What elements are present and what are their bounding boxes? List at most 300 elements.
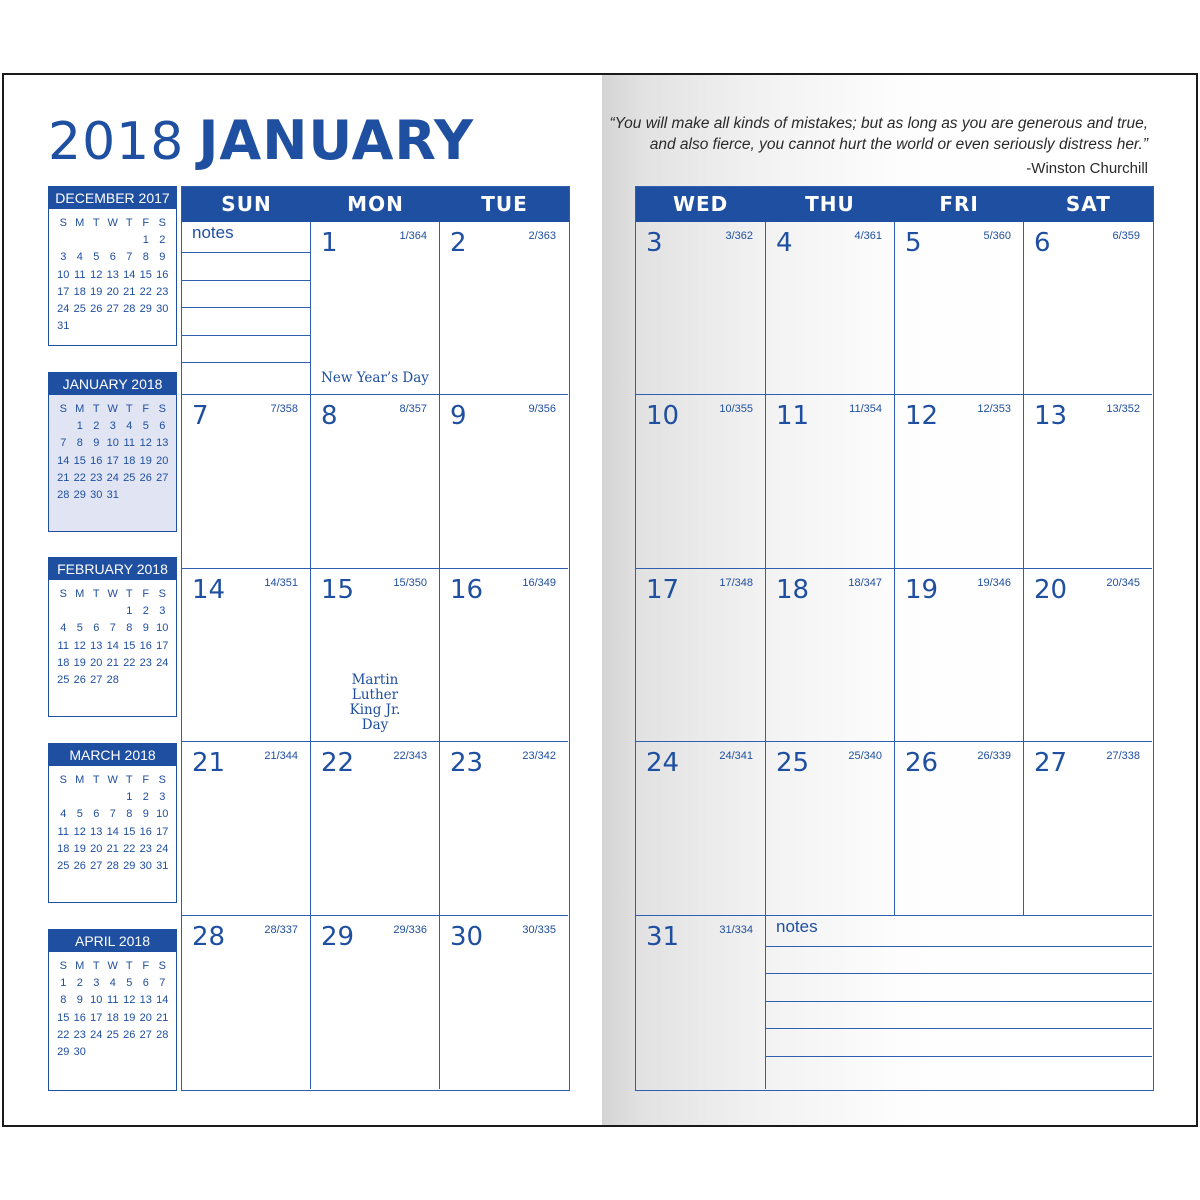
mini-day: 19 — [123, 1011, 136, 1024]
mini-day: 20 — [139, 1011, 152, 1024]
day-number: 26 — [905, 748, 939, 779]
notes-line — [182, 335, 310, 336]
day-number: 13 — [1034, 401, 1068, 432]
day-number: 17 — [646, 574, 680, 605]
day-of-year: 7/358 — [270, 403, 298, 416]
mini-day — [88, 789, 105, 806]
mini-day: 22 — [123, 842, 136, 855]
day-number: 3 — [646, 228, 663, 258]
mini-calendar-grid — [49, 395, 176, 509]
day-number: 2 — [450, 228, 467, 258]
mini-day-letter: S — [158, 588, 166, 600]
day-of-year: 6/359 — [1112, 230, 1140, 242]
mini-day: 15 — [139, 268, 152, 281]
mini-day: 30 — [156, 302, 169, 315]
mini-day-letter: F — [142, 774, 150, 786]
mini-day-letter: T — [125, 403, 133, 415]
mini-day — [88, 232, 105, 249]
week-grid-left — [181, 186, 570, 1091]
day-number: 27 — [1034, 748, 1068, 779]
mini-day: 19 — [90, 285, 103, 298]
mini-day: 31 — [156, 859, 169, 872]
mini-day: 26 — [90, 302, 103, 315]
day-cell-8 — [311, 395, 440, 568]
mini-day-letter: T — [92, 403, 100, 415]
mini-day: 3 — [93, 977, 100, 990]
mini-day: 20 — [90, 656, 103, 669]
day-cell-24 — [636, 742, 766, 915]
day-number: 21 — [192, 748, 226, 779]
quote — [610, 113, 1148, 179]
mini-day: 11 — [74, 268, 86, 281]
mini-day: 20 — [90, 842, 103, 855]
mini-calendar-title: JANUARY 2018 — [49, 373, 176, 395]
mini-day: 4 — [76, 251, 83, 264]
mini-day: 17 — [156, 825, 169, 838]
mini-day: 5 — [76, 622, 83, 635]
day-of-year: 24/341 — [719, 750, 753, 763]
day-number: 9 — [450, 401, 467, 432]
day-number: 23 — [450, 748, 484, 779]
day-of-year: 9/356 — [528, 403, 556, 416]
mini-day: 14 — [57, 454, 70, 467]
mini-day: 19 — [73, 842, 86, 855]
day-number: 7 — [192, 401, 209, 432]
mini-day: 4 — [60, 622, 67, 635]
day-number: 8 — [321, 401, 338, 432]
notes-cell — [182, 222, 311, 395]
mini-day: 14 — [156, 994, 169, 1007]
mini-calendar-grid — [49, 580, 176, 694]
mini-day-letter: T — [92, 960, 100, 972]
day-number: 22 — [321, 748, 355, 779]
mini-day-letter: S — [158, 403, 166, 415]
mini-day: 12 — [73, 825, 86, 838]
mini-day: 16 — [73, 1011, 86, 1024]
mini-day: 24 — [57, 302, 70, 315]
mini-day: 16 — [139, 639, 152, 652]
day-cell-10 — [636, 395, 766, 568]
mini-day: 30 — [139, 859, 152, 872]
day-of-year: 10/355 — [719, 403, 753, 416]
day-of-year: 27/338 — [1106, 750, 1140, 763]
mini-day: 13 — [90, 639, 103, 652]
mini-day — [72, 789, 89, 806]
mini-day: 10 — [90, 994, 103, 1007]
mini-day: 4 — [126, 420, 133, 433]
notes-line — [182, 362, 310, 363]
title-month: JANUARY — [198, 109, 475, 172]
mini-day: 17 — [156, 639, 169, 652]
mini-day: 7 — [126, 251, 133, 264]
notes-line — [766, 1001, 1152, 1002]
mini-day: 1 — [126, 791, 133, 804]
day-cell-6 — [1024, 222, 1152, 395]
mini-day-letter: F — [142, 960, 150, 972]
day-cell-13 — [1024, 395, 1152, 568]
mini-day: 18 — [123, 454, 136, 467]
day-cell-14 — [182, 569, 311, 742]
day-cell-19 — [895, 569, 1024, 742]
mini-day: 18 — [57, 656, 70, 669]
mini-day-letter: T — [125, 588, 133, 600]
mini-day: 21 — [57, 471, 70, 484]
day-number: 10 — [646, 401, 680, 432]
weekday-sat: SAT — [1065, 192, 1111, 216]
mini-day — [121, 232, 138, 249]
day-of-year: 19/346 — [977, 576, 1011, 589]
mini-day — [55, 232, 72, 249]
mini-day: 1 — [60, 977, 67, 990]
notes-label: notes — [192, 223, 234, 242]
day-of-year: 2/363 — [528, 230, 556, 242]
day-of-year: 21/344 — [264, 750, 298, 763]
quote-line: and also fierce, you cannot hurt the world or even seriously distress her.” — [649, 136, 1148, 153]
day-cell-29 — [311, 916, 440, 1089]
mini-day: 3 — [60, 251, 67, 264]
mini-day — [105, 232, 122, 249]
mini-day: 11 — [57, 639, 69, 652]
day-of-year: 17/348 — [719, 576, 753, 589]
mini-day: 27 — [90, 859, 103, 872]
day-number: 11 — [776, 401, 810, 432]
day-of-year: 29/336 — [393, 923, 427, 936]
day-of-year: 11/354 — [849, 403, 882, 416]
mini-day: 19 — [73, 656, 86, 669]
holiday-label: New Year’s Day — [321, 370, 429, 387]
mini-day: 9 — [93, 437, 100, 450]
mini-day: 16 — [156, 268, 169, 281]
notes-line — [766, 973, 1152, 974]
mini-day: 5 — [76, 808, 83, 821]
planner-spread — [2, 73, 1198, 1127]
mini-day: 15 — [73, 454, 86, 467]
mini-day: 3 — [159, 791, 166, 804]
mini-day: 22 — [139, 285, 152, 298]
mini-calendar — [48, 743, 177, 903]
day-number: 6 — [1034, 228, 1051, 258]
mini-day-letter: T — [92, 588, 100, 600]
week-grid-right — [635, 186, 1154, 1091]
day-cell-30 — [440, 916, 568, 1089]
mini-day: 28 — [57, 488, 70, 501]
mini-day-letter: W — [107, 588, 118, 600]
mini-day: 29 — [123, 859, 136, 872]
mini-day: 8 — [142, 251, 149, 264]
notes-cell — [766, 916, 1152, 1089]
mini-day: 9 — [76, 994, 83, 1007]
mini-day: 1 — [142, 234, 149, 247]
mini-calendar-title: DECEMBER 2017 — [49, 187, 176, 209]
day-cell-31 — [636, 916, 766, 1089]
mini-day: 21 — [106, 842, 119, 855]
page-title — [48, 109, 475, 172]
mini-day: 7 — [109, 808, 116, 821]
day-number: 15 — [321, 574, 355, 605]
notes-line — [182, 280, 310, 281]
mini-day: 8 — [60, 994, 67, 1007]
mini-day-letter: M — [75, 403, 85, 415]
mini-day: 22 — [57, 1028, 70, 1041]
mini-day: 3 — [159, 605, 166, 618]
mini-day — [105, 789, 122, 806]
mini-day: 14 — [106, 825, 119, 838]
mini-day: 18 — [106, 1011, 119, 1024]
day-number: 4 — [776, 228, 793, 258]
mini-day-letter: F — [142, 403, 150, 415]
mini-day: 16 — [90, 454, 103, 467]
mini-day: 9 — [159, 251, 166, 264]
mini-day: 11 — [107, 994, 119, 1007]
mini-day: 11 — [123, 437, 135, 450]
mini-day: 17 — [90, 1011, 103, 1024]
mini-day: 6 — [109, 251, 116, 264]
day-of-year: 18/347 — [848, 576, 882, 589]
weekday-sun: SUN — [221, 192, 272, 216]
mini-day: 5 — [142, 420, 149, 433]
mini-calendar-title: FEBRUARY 2018 — [49, 558, 176, 580]
day-of-year: 31/334 — [719, 923, 753, 936]
mini-day: 4 — [60, 808, 67, 821]
mini-day-letter: S — [59, 960, 67, 972]
day-cell-26 — [895, 742, 1024, 915]
mini-day: 27 — [139, 1028, 152, 1041]
mini-day: 23 — [139, 842, 152, 855]
mini-day-letter: S — [158, 960, 166, 972]
mini-day: 20 — [156, 454, 169, 467]
mini-day: 31 — [57, 320, 70, 333]
mini-day — [105, 603, 122, 620]
mini-day: 22 — [123, 656, 136, 669]
mini-day-letter: T — [92, 217, 100, 229]
day-number: 16 — [450, 574, 484, 605]
mini-day: 18 — [73, 285, 86, 298]
day-number: 20 — [1034, 574, 1068, 605]
mini-day: 2 — [93, 420, 100, 433]
mini-day: 25 — [73, 302, 86, 315]
mini-calendar — [48, 929, 177, 1091]
mini-calendar-grid — [49, 952, 176, 1066]
mini-day: 12 — [90, 268, 103, 281]
weekday-fri: FRI — [939, 192, 979, 216]
mini-day: 9 — [142, 808, 149, 821]
mini-day: 26 — [73, 859, 86, 872]
day-of-year: 20/345 — [1106, 576, 1140, 589]
mini-day: 24 — [90, 1028, 103, 1041]
day-number: 30 — [450, 921, 484, 952]
day-number: 25 — [776, 748, 810, 779]
day-number: 31 — [646, 921, 680, 952]
day-cell-4 — [766, 222, 895, 395]
mini-day: 9 — [142, 622, 149, 635]
mini-day: 7 — [159, 977, 166, 990]
day-of-year: 12/353 — [977, 403, 1011, 416]
mini-day: 20 — [106, 285, 119, 298]
mini-day: 6 — [159, 420, 166, 433]
mini-day-letter: M — [75, 588, 85, 600]
day-cell-5 — [895, 222, 1024, 395]
mini-day: 30 — [90, 488, 103, 501]
mini-day-letter: S — [59, 217, 67, 229]
day-number: 12 — [905, 401, 939, 432]
mini-day: 25 — [106, 1028, 119, 1041]
mini-day: 15 — [57, 1011, 70, 1024]
mini-day: 23 — [156, 285, 169, 298]
day-number: 1 — [321, 228, 338, 258]
day-of-year: 26/339 — [977, 750, 1011, 763]
holiday-label: Martin Luther King Jr. Day — [349, 672, 401, 734]
mini-day-letter: T — [125, 774, 133, 786]
mini-day: 30 — [73, 1045, 86, 1058]
mini-day: 5 — [93, 251, 100, 264]
day-cell-16 — [440, 569, 568, 742]
quote-line: “You will make all kinds of mistakes; but as long as you are generous and true, — [609, 115, 1148, 132]
mini-day-letter: S — [59, 588, 67, 600]
mini-day-letter: M — [75, 960, 85, 972]
mini-day: 25 — [123, 471, 136, 484]
mini-day-letter: S — [59, 403, 67, 415]
notes-line — [766, 946, 1152, 947]
mini-day: 29 — [73, 488, 86, 501]
day-cell-17 — [636, 569, 766, 742]
weekday-mon: MON — [347, 192, 404, 216]
mini-day: 10 — [156, 622, 169, 635]
day-number: 28 — [192, 921, 226, 952]
mini-day-letter: W — [107, 774, 118, 786]
mini-day: 1 — [126, 605, 133, 618]
mini-day: 11 — [57, 825, 69, 838]
mini-day: 25 — [57, 673, 70, 686]
day-cell-18 — [766, 569, 895, 742]
mini-day — [55, 418, 72, 435]
mini-day: 23 — [139, 656, 152, 669]
mini-day: 17 — [106, 454, 119, 467]
notes-line — [766, 1028, 1152, 1029]
weekday-header-left — [182, 187, 569, 222]
mini-day — [55, 603, 72, 620]
mini-day: 8 — [126, 808, 133, 821]
day-cell-11 — [766, 395, 895, 568]
day-number: 24 — [646, 748, 680, 779]
mini-day: 26 — [73, 673, 86, 686]
mini-day-letter: M — [75, 217, 85, 229]
mini-day — [72, 603, 89, 620]
day-of-year: 16/349 — [522, 576, 556, 589]
mini-day — [72, 232, 89, 249]
quote-author: -Winston Churchill — [1026, 160, 1148, 177]
mini-day: 14 — [106, 639, 119, 652]
mini-day: 15 — [123, 639, 136, 652]
mini-calendar — [48, 372, 177, 532]
mini-day: 26 — [139, 471, 152, 484]
mini-day: 27 — [156, 471, 169, 484]
day-cell-20 — [1024, 569, 1152, 742]
mini-day-letter: T — [92, 774, 100, 786]
mini-day: 28 — [156, 1028, 169, 1041]
grid-body-left — [182, 222, 569, 1089]
mini-day: 2 — [159, 234, 166, 247]
mini-day: 1 — [76, 420, 83, 433]
day-of-year: 5/360 — [983, 230, 1011, 242]
mini-day-letter: T — [125, 217, 133, 229]
day-number: 18 — [776, 574, 810, 605]
notes-line — [182, 252, 310, 253]
mini-day: 13 — [106, 268, 119, 281]
day-of-year: 30/335 — [522, 923, 556, 936]
mini-day: 21 — [123, 285, 136, 298]
mini-day: 4 — [109, 977, 116, 990]
mini-day: 29 — [139, 302, 152, 315]
day-cell-22 — [311, 742, 440, 915]
mini-day: 27 — [90, 673, 103, 686]
mini-day: 27 — [106, 302, 119, 315]
notes-line — [182, 307, 310, 308]
mini-day: 8 — [76, 437, 83, 450]
mini-day: 2 — [142, 791, 149, 804]
mini-day: 24 — [156, 656, 169, 669]
day-number: 19 — [905, 574, 939, 605]
mini-day: 5 — [126, 977, 133, 990]
mini-day: 28 — [123, 302, 136, 315]
mini-day: 13 — [90, 825, 103, 838]
mini-day — [55, 789, 72, 806]
day-number: 29 — [321, 921, 355, 952]
mini-day-letter: S — [158, 217, 166, 229]
day-cell-25 — [766, 742, 895, 915]
weekday-tue: TUE — [481, 192, 528, 216]
mini-day: 13 — [139, 994, 152, 1007]
day-of-year: 28/337 — [264, 923, 298, 936]
day-of-year: 4/361 — [854, 230, 882, 242]
mini-day-letter: W — [107, 960, 118, 972]
weekday-wed: WED — [672, 192, 729, 216]
day-cell-28 — [182, 916, 311, 1089]
mini-day: 14 — [123, 268, 136, 281]
day-number: 5 — [905, 228, 922, 258]
weekday-header-right — [636, 187, 1153, 222]
mini-day: 7 — [60, 437, 67, 450]
mini-calendar-grid — [49, 766, 176, 880]
mini-day: 6 — [93, 622, 100, 635]
mini-calendar — [48, 557, 177, 717]
day-number: 14 — [192, 574, 226, 605]
day-of-year: 14/351 — [264, 576, 298, 589]
mini-day: 21 — [106, 656, 119, 669]
day-of-year: 1/364 — [399, 230, 427, 242]
mini-day: 23 — [73, 1028, 86, 1041]
day-cell-2 — [440, 222, 568, 395]
mini-day-letter: W — [107, 217, 118, 229]
day-cell-1 — [311, 222, 440, 395]
mini-day: 24 — [106, 471, 119, 484]
day-cell-27 — [1024, 742, 1152, 915]
mini-day: 2 — [142, 605, 149, 618]
mini-day: 6 — [93, 808, 100, 821]
day-of-year: 15/350 — [393, 576, 427, 589]
day-of-year: 23/342 — [522, 750, 556, 763]
grid-body-right — [636, 222, 1153, 1089]
weekday-thu: THU — [805, 192, 855, 216]
mini-day-letter: S — [158, 774, 166, 786]
day-cell-23 — [440, 742, 568, 915]
mini-day: 26 — [123, 1028, 136, 1041]
mini-day-letter: W — [107, 403, 118, 415]
day-of-year: 22/343 — [393, 750, 427, 763]
mini-day: 13 — [156, 437, 169, 450]
mini-day-letter: M — [75, 774, 85, 786]
mini-day: 6 — [142, 977, 149, 990]
mini-day: 10 — [106, 437, 119, 450]
